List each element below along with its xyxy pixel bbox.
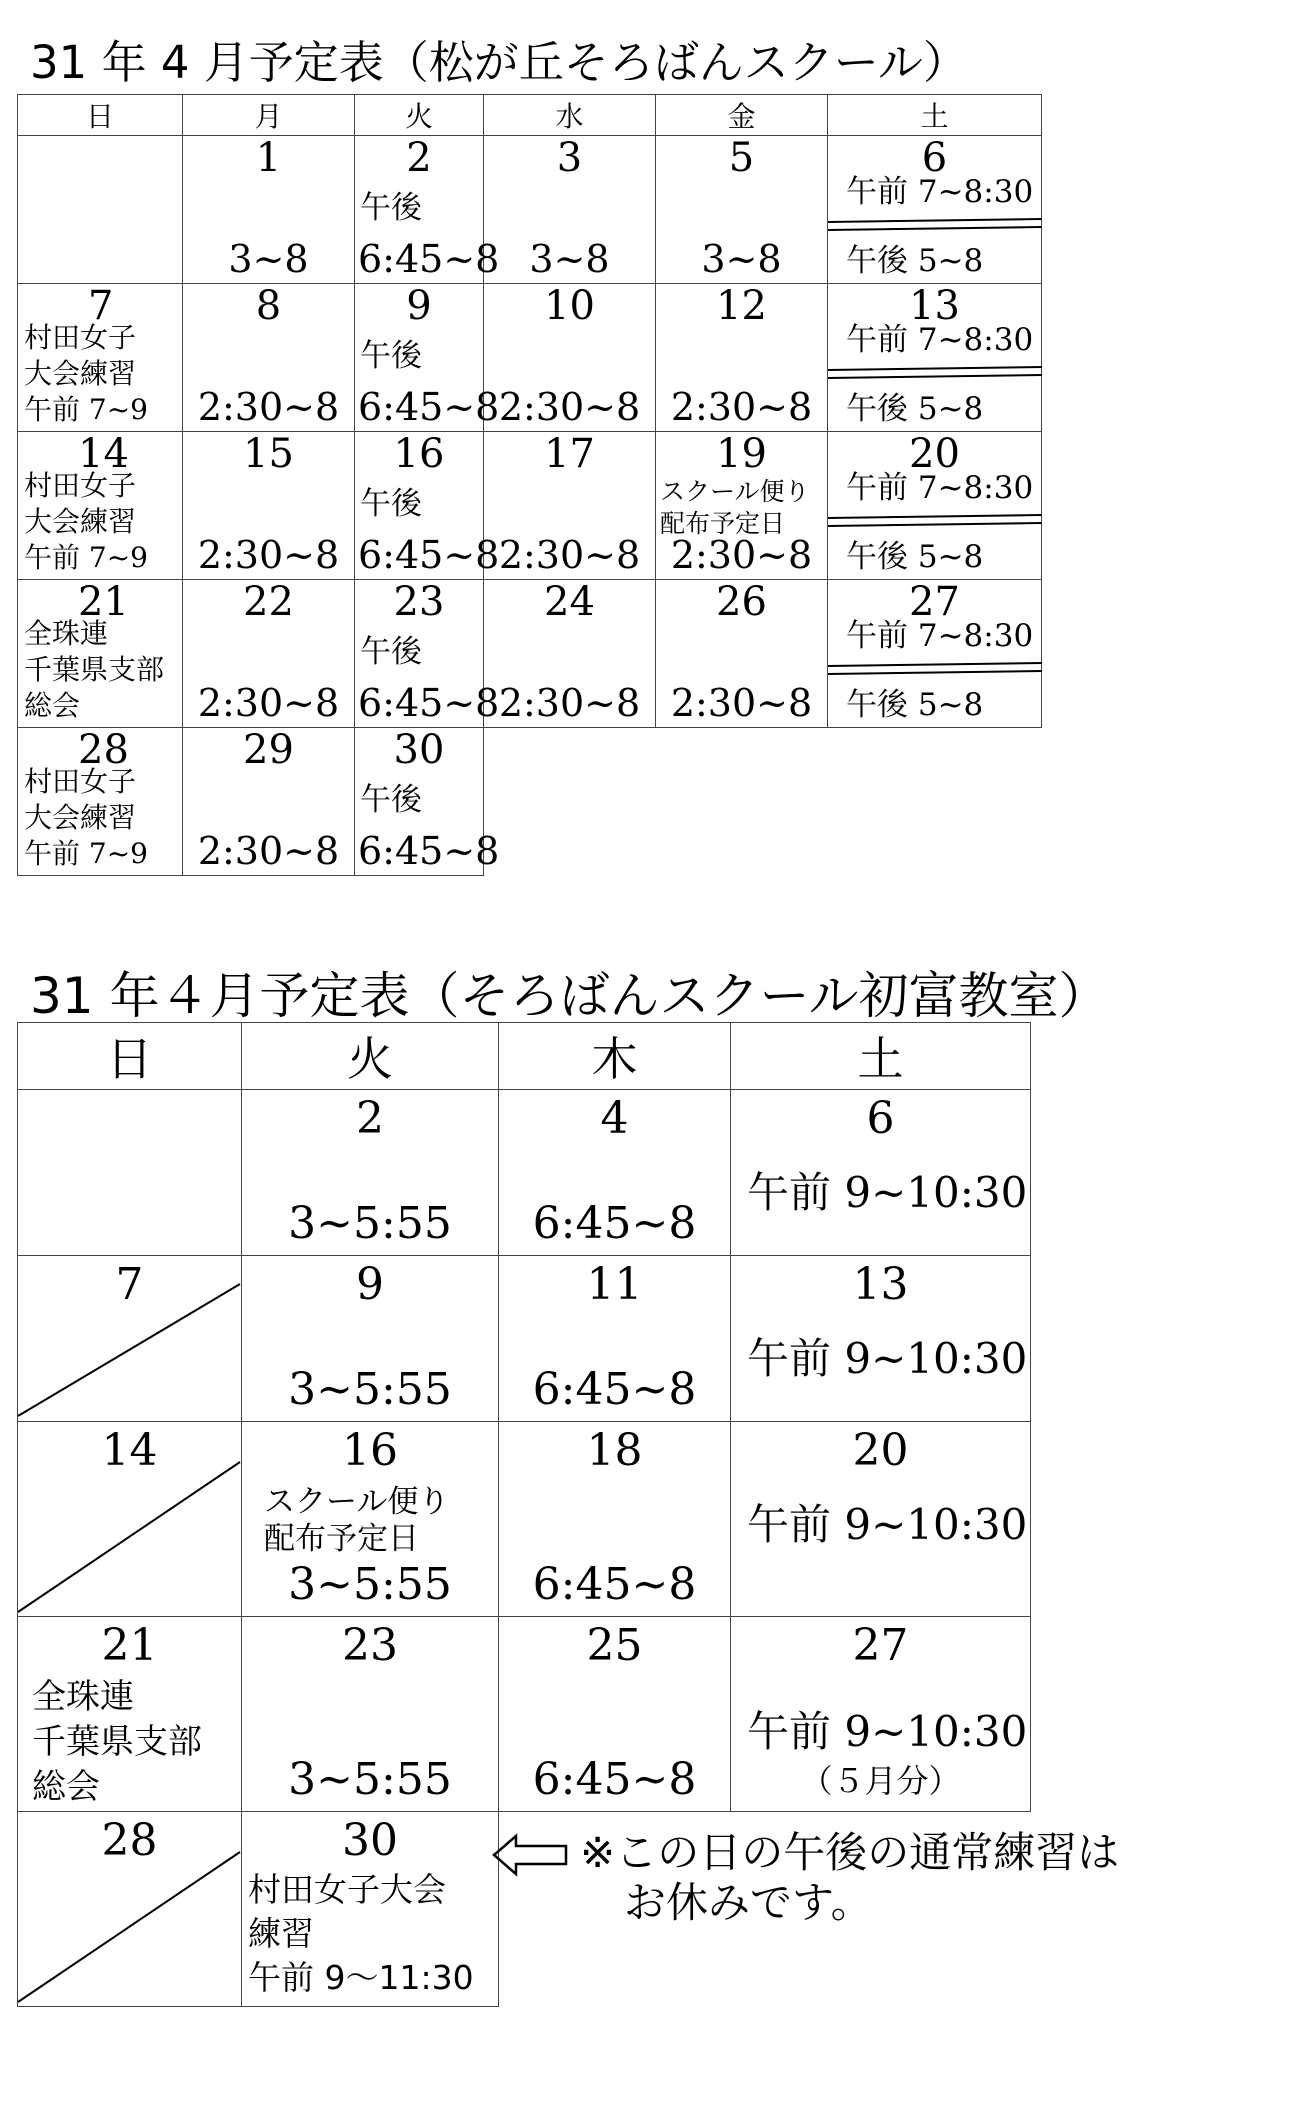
day-cell-sunday: [18, 728, 183, 876]
day-number: 13: [852, 1259, 909, 1310]
day-number: 20: [852, 1425, 909, 1476]
note-line: 村田女子: [24, 469, 137, 502]
class-time: 3~8: [529, 237, 610, 281]
header-sat: 土: [828, 95, 1042, 136]
class-time: 2:30~8: [498, 385, 641, 429]
class-time: 2:30~8: [197, 829, 340, 873]
day-number: 26: [716, 579, 767, 625]
day-number: 17: [544, 431, 595, 477]
double-line-divider: [828, 364, 1041, 382]
class-time: 3~8: [228, 237, 309, 281]
day-cell: [355, 431, 500, 580]
day-cell-sunday-closed: [18, 1256, 242, 1422]
day-cell: [242, 1812, 499, 2007]
sunday-note: [24, 320, 148, 428]
note-line: 千葉県支部: [32, 1722, 202, 1762]
note-line: 全珠連: [24, 617, 109, 650]
sunday-note: [24, 764, 148, 872]
day-cell-sunday: [18, 284, 183, 432]
day-cell: [242, 1090, 499, 1256]
day-cell: [242, 1617, 499, 1812]
day-number: 14: [78, 431, 129, 477]
day-number: 24: [544, 579, 595, 625]
class-time: 6:45~8: [532, 1364, 697, 1415]
day-cell: [183, 580, 355, 728]
header-row: [18, 1023, 1031, 1090]
class-time: 6:45~8: [358, 385, 500, 429]
annotation-line: お休みです。: [624, 1878, 873, 1927]
header-wed: 水: [484, 95, 656, 136]
day-number: 14: [101, 1425, 158, 1476]
am-time: 午前 9~10:30: [747, 1334, 1028, 1383]
day-number: 18: [586, 1425, 643, 1476]
day-cell: [484, 136, 656, 284]
note-line: 大会練習: [24, 801, 137, 834]
note-line: 総会: [24, 689, 81, 722]
note-line: 午前 9～11:30: [248, 1958, 474, 1997]
day-number: 25: [586, 1620, 643, 1671]
day-number: 19: [716, 431, 767, 477]
day-number: 27: [909, 579, 960, 625]
header-sun: 日: [18, 95, 183, 136]
day-cell: [499, 1617, 731, 1812]
am-time: 午前 7~8:30: [846, 618, 1034, 654]
note-line: 午前 7~9: [24, 393, 148, 426]
day-number: 10: [544, 283, 595, 329]
day-cell-sunday-closed: [18, 1812, 242, 2007]
class-time: 2:30~8: [197, 533, 340, 577]
week-row: [18, 136, 1042, 284]
class-time: 2:30~8: [670, 681, 813, 725]
note-line: 村田女子: [24, 321, 137, 354]
day-number: 4: [600, 1093, 629, 1144]
header-mon: 月: [183, 95, 355, 136]
may-note: （５月分）: [800, 1762, 961, 1800]
day-cell: [183, 432, 355, 580]
day-number: 21: [78, 579, 129, 625]
note-line: 千葉県支部: [24, 653, 165, 686]
day-cell: [242, 1422, 499, 1617]
class-time: 3~8: [701, 237, 782, 281]
pm-label: 午後: [360, 486, 422, 522]
am-time: 午前 7~8:30: [846, 470, 1034, 506]
class-time: 2:30~8: [498, 681, 641, 725]
day-number: 13: [909, 283, 960, 329]
schedule1-title: 31 年 4 月予定表（松が丘そろばんスクール）: [30, 36, 968, 89]
day-cell-sunday-closed: [18, 1422, 242, 1617]
day-number: 2: [356, 1093, 384, 1144]
pm-time: 午後 5~8: [846, 539, 984, 575]
schedule2-title: 31 年４月予定表（そろばんスクール初富教室）: [30, 967, 1109, 1025]
note-line: 練習: [248, 1914, 314, 1953]
blank-cell: [484, 728, 656, 876]
newsletter-note: [660, 476, 810, 540]
class-time: 6:45~8: [532, 1198, 697, 1249]
day-cell: [242, 1256, 499, 1422]
pm-label: 午後: [360, 190, 422, 226]
schedule1-calendar: [17, 94, 1042, 876]
double-line-divider: [828, 216, 1041, 234]
pm-label: 午後: [360, 782, 422, 818]
annotation-note: [580, 1828, 1119, 1928]
left-arrow-icon: [490, 1830, 572, 1880]
day-cell-empty: [18, 136, 183, 284]
note-line: 大会練習: [24, 505, 137, 538]
day-cell-saturday: [731, 1617, 1031, 1812]
class-time: 3~5:55: [288, 1198, 452, 1249]
annotation-line: ※この日の午後の通常練習は: [580, 1828, 1120, 1877]
note-line: 配布予定日: [660, 509, 786, 538]
note-line: 午前 7~9: [24, 541, 148, 574]
pm-label: 午後: [360, 338, 422, 374]
week-row: [18, 1090, 1031, 1256]
header-tue: 火: [242, 1023, 499, 1090]
day-number: 3: [556, 135, 583, 181]
day-number: 8: [255, 283, 282, 329]
day-cell-saturday: [828, 432, 1042, 580]
note-line: 全珠連: [32, 1677, 134, 1717]
week-row: [18, 432, 1042, 580]
day-cell: [484, 432, 656, 580]
day-number: 22: [243, 579, 294, 625]
note-line: 総会: [32, 1767, 100, 1807]
day-cell: [355, 727, 500, 876]
day-cell-sunday: [18, 432, 183, 580]
day-number: 28: [78, 727, 129, 773]
day-number: 20: [909, 431, 960, 477]
newsletter-note: [264, 1484, 449, 1558]
day-cell: [183, 728, 355, 876]
double-line-divider: [828, 512, 1041, 530]
class-time: 6:45~8: [358, 237, 500, 281]
day-number: 7: [115, 1259, 144, 1310]
day-number: 30: [342, 1815, 398, 1866]
week-row: [18, 1256, 1031, 1422]
day-number: 9: [356, 1259, 384, 1310]
practice-note: [248, 1868, 474, 2000]
day-number: 28: [101, 1815, 158, 1866]
double-line-divider: [828, 660, 1041, 678]
class-time: 6:45~8: [358, 681, 500, 725]
day-cell: [656, 580, 828, 728]
day-number: 1: [255, 135, 282, 181]
week-row: [18, 580, 1042, 728]
day-cell-sunday: [18, 1617, 242, 1812]
day-cell: [484, 284, 656, 432]
day-cell-saturday: [828, 284, 1042, 432]
note-line: 村田女子: [24, 765, 137, 798]
day-cell: [499, 1090, 731, 1256]
sunday-note: [24, 468, 148, 576]
day-cell: [183, 284, 355, 432]
am-time: 午前 9~10:30: [747, 1168, 1028, 1217]
class-time: 3~5:55: [288, 1559, 452, 1610]
note-line: 配布予定日: [264, 1521, 419, 1557]
day-number: 15: [243, 431, 294, 477]
header-row: [18, 95, 1042, 136]
note-line: スクール便り: [660, 477, 810, 506]
header-sun: 日: [18, 1023, 242, 1090]
day-cell-saturday: [731, 1090, 1031, 1256]
day-cell: [355, 283, 500, 432]
day-number: 7: [88, 283, 114, 329]
day-cell: [656, 136, 828, 284]
am-time: 午前 9~10:30: [747, 1500, 1028, 1549]
week-row: [18, 728, 1042, 876]
note-line: 午前 7~9: [24, 837, 148, 870]
day-number: 30: [393, 727, 445, 773]
am-time: 午前 7~8:30: [846, 322, 1034, 358]
day-cell: [355, 579, 500, 728]
class-time: 2:30~8: [498, 533, 641, 577]
day-cell: [484, 580, 656, 728]
class-time: 6:45~8: [358, 533, 500, 577]
note-line: 大会練習: [24, 357, 137, 390]
class-time: 2:30~8: [197, 385, 340, 429]
day-number: 5: [728, 135, 755, 181]
day-cell: [499, 1256, 731, 1422]
blank-cell: [828, 728, 1042, 876]
day-cell-empty: [18, 1090, 242, 1256]
day-cell-sunday: [18, 580, 183, 728]
day-cell: [183, 136, 355, 284]
header-fri: 金: [656, 95, 828, 136]
day-number: 27: [852, 1620, 909, 1671]
day-number: 23: [342, 1620, 398, 1671]
week-row: [18, 284, 1042, 432]
blank-cell: [656, 728, 828, 876]
header-tue: 火: [355, 95, 484, 136]
am-time: 午前 7~8:30: [846, 174, 1034, 210]
pm-time: 午後 5~8: [846, 243, 984, 279]
week-row: [18, 1422, 1031, 1617]
class-time: 3~5:55: [288, 1754, 452, 1805]
day-number: 6: [866, 1093, 895, 1144]
sunday-note: [32, 1675, 202, 1810]
header-thu: 木: [499, 1023, 731, 1090]
day-number: 9: [406, 283, 432, 329]
note-line: 村田女子大会: [248, 1870, 446, 1909]
note-line: スクール便り: [264, 1484, 450, 1520]
day-number: 16: [342, 1425, 398, 1476]
pm-time: 午後 5~8: [846, 687, 984, 723]
pm-time: 午後 5~8: [846, 391, 984, 427]
day-cell: [355, 135, 500, 284]
day-cell-saturday: [731, 1256, 1031, 1422]
class-time: 2:30~8: [670, 533, 813, 577]
day-number: 6: [921, 135, 948, 181]
week-row: [18, 1617, 1031, 1812]
class-time: 6:45~8: [532, 1559, 697, 1610]
pm-label: 午後: [360, 634, 422, 670]
am-time: 午前 9~10:30: [747, 1707, 1028, 1756]
header-sat: 土: [731, 1023, 1031, 1090]
day-number: 23: [393, 579, 445, 625]
day-cell-saturday: [828, 580, 1042, 728]
day-cell: [656, 432, 828, 580]
day-cell: [499, 1422, 731, 1617]
class-time: 6:45~8: [358, 829, 500, 873]
day-cell-saturday: [731, 1422, 1031, 1617]
day-cell: [656, 284, 828, 432]
day-number: 16: [393, 431, 445, 477]
class-time: 2:30~8: [670, 385, 813, 429]
class-time: 2:30~8: [197, 681, 340, 725]
day-number: 21: [101, 1620, 158, 1671]
sunday-note: [24, 616, 164, 724]
day-number: 2: [406, 135, 432, 181]
day-number: 12: [716, 283, 767, 329]
class-time: 6:45~8: [532, 1754, 697, 1805]
class-time: 3~5:55: [288, 1364, 452, 1415]
day-number: 11: [586, 1259, 643, 1310]
day-cell-saturday: [828, 136, 1042, 284]
day-number: 29: [243, 727, 294, 773]
